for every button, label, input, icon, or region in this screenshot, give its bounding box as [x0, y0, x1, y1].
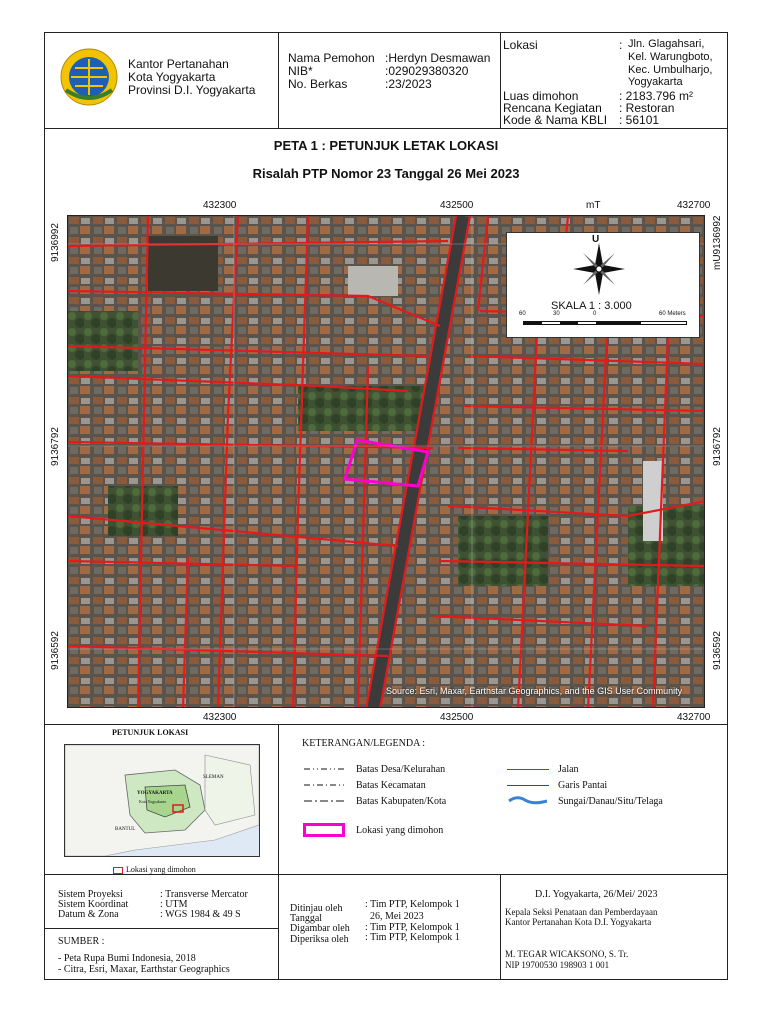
datum-text: WGS 1984 & 49 S [165, 909, 241, 920]
datum-value: : WGS 1984 & 49 S [160, 909, 241, 920]
review-date-text: 26, Mei 2023 [370, 911, 424, 922]
footer-divider-1 [278, 874, 279, 980]
legend-road-line [507, 769, 549, 770]
x-tick-bottom-432700: 432700 [677, 712, 711, 723]
kbli-value: : 56101 [619, 113, 660, 127]
datum-label: Datum & Zona [58, 909, 119, 920]
file-number-label: No. Berkas [288, 77, 348, 91]
checked-by-text: Tim PTP, Kelompok 1 [370, 932, 460, 943]
y-tick-right-9136792: 9136792 [712, 427, 723, 466]
scale-tick-60m: 60 Meters [659, 311, 686, 317]
y-tick-right-9136992: mU9136992 [712, 215, 723, 270]
reviewed-by-label: Ditinjau oleh [290, 903, 343, 914]
scale-label: SKALA 1 : 3.000 [551, 300, 632, 312]
location-line-1: Jln. Glagahsari, [628, 38, 705, 50]
kbli-text: 56101 [625, 113, 660, 127]
y-tick-right-9136592: 9136592 [712, 631, 723, 670]
file-number-text: 23/2023 [388, 77, 432, 91]
review-date-label: Tanggal [290, 913, 323, 924]
y-tick-left-9136992: 9136992 [50, 223, 61, 262]
north-label: U [592, 234, 600, 245]
office-line-1: Kantor Pertanahan [128, 57, 229, 71]
y-tick-left-9136792: 9136792 [50, 427, 61, 466]
coordinate-system-label: Sistem Koordinat [58, 899, 129, 910]
map-subtitle: Risalah PTP Nomor 23 Tanggal 26 Mei 2023 [252, 166, 520, 181]
footer-sources-rule [44, 928, 278, 929]
locator-legend-swatch [113, 867, 123, 874]
legend-regency-boundary: Batas Kabupaten/Kota [356, 796, 447, 807]
map-title: PETA 1 : PETUNJUK LETAK LOKASI [273, 138, 499, 153]
locator-label-kota: Kota Yogyakarta [139, 799, 166, 804]
reviewed-by-text: Tim PTP, Kelompok 1 [370, 899, 460, 910]
map-attribution: Source: Esri, Maxar, Earthstar Geographics, and the GIS User Community [386, 686, 683, 696]
nib-value: :029029380320 [385, 64, 469, 78]
applicant-name-text: Herdyn Desmawan [388, 51, 491, 65]
legend-water: Sungai/Danau/Situ/Telaga [558, 796, 663, 807]
legend-coastline: Garis Pantai [558, 780, 608, 791]
x-tick-top-unit: mT [586, 200, 601, 211]
tree-cluster [298, 386, 428, 431]
area-value: : 2183.796 m² [619, 89, 694, 103]
place-date: D.I. Yogyakarta, 26/Mei/ 2023 [535, 889, 658, 900]
locator-label-yogyakarta: YOGYAKARTA [137, 791, 173, 796]
scale-tick-30: 30 [553, 311, 560, 317]
review-date-value [365, 911, 424, 922]
checked-by-label: Diperiksa oleh [290, 934, 349, 945]
scale-tick-0: 0 [593, 311, 597, 317]
projection-value: : Transverse Mercator [160, 889, 248, 900]
scale-bar [523, 321, 687, 325]
nib-text: 029029380320 [388, 64, 469, 78]
nib-label: NIB* [288, 64, 313, 78]
header-divider-1 [278, 32, 279, 128]
location-colon: : [619, 38, 623, 52]
legend-water-icon [507, 795, 549, 807]
x-tick-top-432300: 432300 [203, 200, 237, 211]
legend-top-rule [44, 724, 728, 725]
activity-label: Rencana Kegiatan [503, 101, 602, 115]
location-line-3: Kec. Umbulharjo, [628, 64, 713, 76]
locator-label-sleman: SLEMAN [203, 775, 224, 780]
source-item-1: - Peta Rupa Bumi Indonesia, 2018 [58, 953, 196, 964]
legend-coast-line [507, 785, 549, 786]
x-tick-top-432500: 432500 [440, 200, 474, 211]
legend-divider [278, 724, 279, 874]
drawn-by-text: Tim PTP, Kelompok 1 [370, 922, 460, 933]
official-position-1: Kepala Seksi Penataan dan Pemberdayaan [505, 907, 658, 917]
legend-parcel-swatch [303, 823, 345, 837]
header-bottom-rule [44, 128, 728, 129]
legend-district-boundary: Batas Kecamatan [356, 780, 426, 791]
park-area [458, 516, 548, 586]
area-label: Luas dimohon [503, 89, 579, 103]
reviewed-by-value: : Tim PTP, Kelompok 1 [365, 899, 460, 910]
header-divider-2 [500, 32, 501, 128]
official-name: M. TEGAR WICAKSONO, S. Tr. [505, 949, 629, 959]
locator-label-bantul: BANTUL [115, 827, 136, 832]
location-line-4: Yogyakarta [628, 76, 683, 88]
locator-map [64, 744, 260, 857]
applicant-name-value: :Herdyn Desmawan [385, 51, 491, 65]
drawn-by-value: : Tim PTP, Kelompok 1 [365, 922, 460, 933]
applicant-name-label: Nama Pemohon [288, 51, 375, 65]
source-item-2: - Citra, Esri, Maxar, Earthstar Geographics [58, 964, 230, 975]
green-field-area [68, 311, 138, 371]
office-line-2: Kota Yogyakarta [128, 70, 216, 84]
file-number-value: :23/2023 [385, 77, 432, 91]
activity-value: : Restoran [619, 101, 675, 115]
legend-parcel: Lokasi yang dimohon [356, 825, 444, 836]
north-scale-box [506, 232, 700, 338]
coordinate-system-value: : UTM [160, 899, 188, 910]
y-tick-left-9136592: 9136592 [50, 631, 61, 670]
checked-by-value: : Tim PTP, Kelompok 1 [365, 932, 460, 943]
projection-text: Transverse Mercator [165, 889, 248, 900]
locator-legend-label: Lokasi yang dimohon [126, 865, 196, 874]
coordinate-system-text: UTM [165, 899, 188, 910]
legend-title: KETERANGAN/LEGENDA : [302, 738, 426, 749]
projection-label: Sistem Proyeksi [58, 889, 123, 900]
bpn-logo [58, 46, 120, 108]
official-nip: NIP 19700530 198903 1 001 [505, 960, 610, 970]
legend-village-boundary: Batas Desa/Kelurahan [356, 764, 446, 775]
location-line-2: Kel. Warungboto, [628, 51, 713, 63]
east-tree-area [628, 506, 705, 586]
official-position-2: Kantor Pertanahan Kota D.I. Yogyakarta [505, 917, 652, 927]
footer-top-rule [44, 874, 728, 875]
x-tick-top-432700: 432700 [677, 200, 711, 211]
kbli-label: Kode & Nama KBLI [503, 113, 608, 127]
compass-rose-icon [573, 243, 625, 295]
large-roof [348, 266, 398, 296]
locator-title: PETUNJUK LOKASI [112, 728, 189, 737]
activity-text: Restoran [625, 101, 675, 115]
legend-road: Jalan [558, 764, 579, 775]
x-tick-bottom-432500: 432500 [440, 712, 474, 723]
location-label: Lokasi [503, 38, 538, 52]
x-tick-bottom-432300: 432300 [203, 712, 237, 723]
sources-title: SUMBER : [58, 936, 105, 947]
scale-tick-60: 60 [519, 311, 526, 317]
office-line-3: Provinsi D.I. Yogyakarta [128, 83, 256, 97]
area-text: 2183.796 m² [625, 89, 694, 103]
drawn-by-label: Digambar oleh [290, 923, 350, 934]
footer-divider-2 [500, 874, 501, 980]
